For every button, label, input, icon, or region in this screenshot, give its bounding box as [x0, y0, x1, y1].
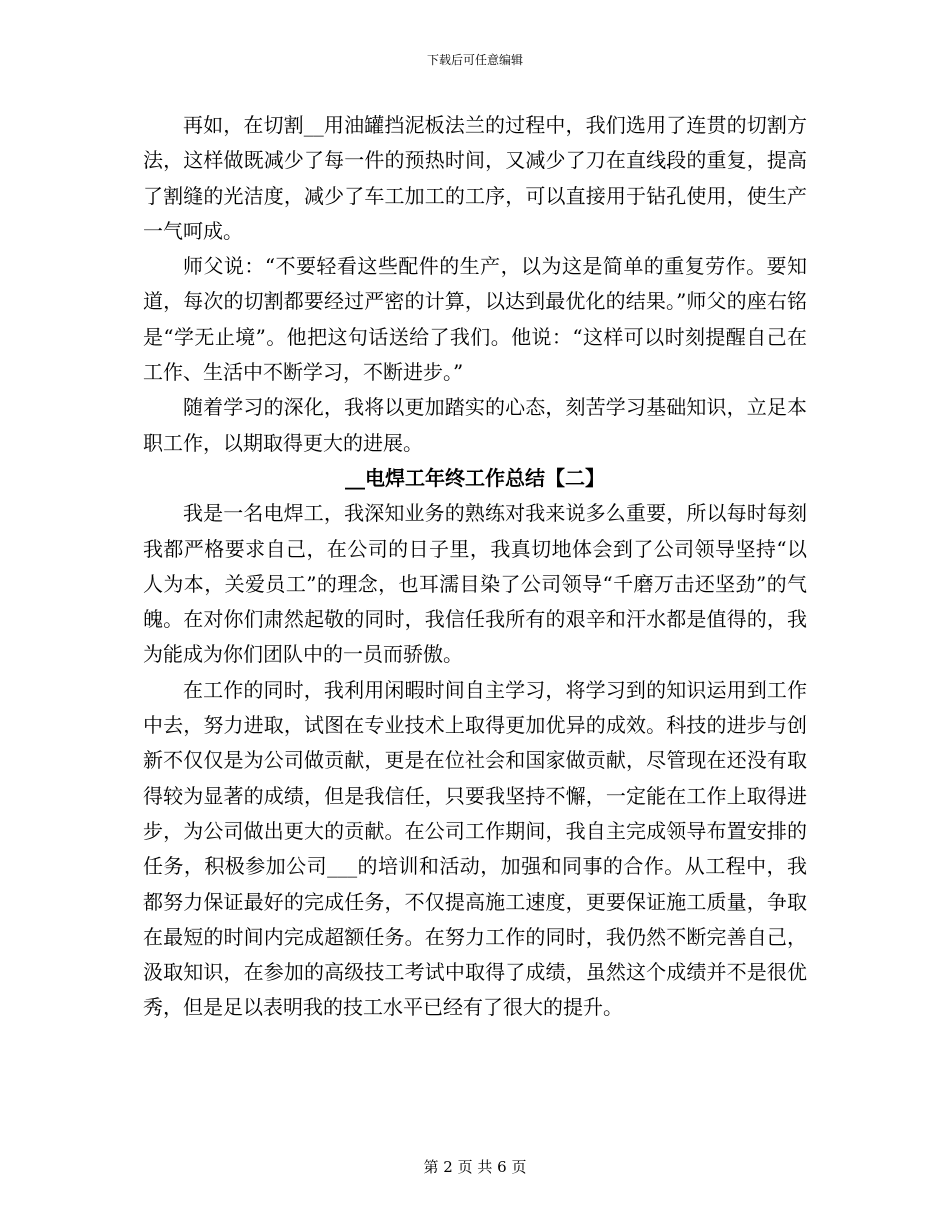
paragraph-master-quote: 师父说：“不要轻看这些配件的生产，以为这是简单的重复劳作。要知道，每次的切割都要经过严密的计算，以达到最优化的结果。”师父的座右铭是“学无止境”。他把这句话送给了我们。他说：“这样可以时刻提醒自己在工作、生活中不断学习，不断进步。”: [143, 254, 807, 385]
page-number: 第 2 页 共 6 页: [423, 1158, 527, 1176]
paragraph-cutting-method: 再如，在切割__用油罐挡泥板法兰的过程中，我们选用了连贯的切割方法，这样做既减少了每一件的预热时间，又减少了刀在直线段的重复，提高了割缝的光洁度，减少了车工加工的工序，可以直接用于钻孔使用，使生产一气呵成。: [143, 113, 807, 243]
document-body: [143, 108, 807, 1026]
page-header-note: 下载后可任意编辑: [426, 53, 523, 67]
paragraph-work-study: 在工作的同时，我利用闲暇时间自主学习，将学习到的知识运用到工作中去，努力进取，试图在专业技术上取得更加优异的成效。科技的进步与创新不仅仅是为公司做贡献，更是在位社会和国家做贡献，尽管现在还没有取得较为显著的成绩，但是我信任，只要我坚持不懈，一定能在工作上取得进步，为公司做出更大的贡献。在公司工作期间，我自主完成领导布置安排的任务，积极参加公司___的培训和活动，加强和同事的合作。从工程中，我都努力保证最好的完成任务，不仅提高施工速度，更要保证施工质量，争取在最短的时间内完成超额任务。在努力工作的同时，我仍然不断完善自己，汲取知识，在参加的高级技工考试中取得了成绩，虽然这个成绩并不是很优秀，但是足以表明我的技工水平已经有了很大的提升。: [143, 677, 807, 1020]
paragraph-learning-plan: 随着学习的深化，我将以更加踏实的心态，刻苦学习基础知识，立足本职工作，以期取得更大的进展。: [143, 395, 807, 455]
section-title: __电焊工年终工作总结【二】: [345, 465, 605, 490]
paragraph-welder-intro: 我是一名电焊工，我深知业务的熟练对我来说多么重要，所以每时每刻我都严格要求自己，在公司的日子里，我真切地体会到了公司领导坚持“以人为本，关爱员工”的理念，也耳濡目染了公司领导“千磨万击还坚劲”的气魄。在对你们肃然起敬的同时，我信任我所有的艰辛和汗水都是值得的，我为能成为你们团队中的一员而骄傲。: [143, 501, 807, 667]
